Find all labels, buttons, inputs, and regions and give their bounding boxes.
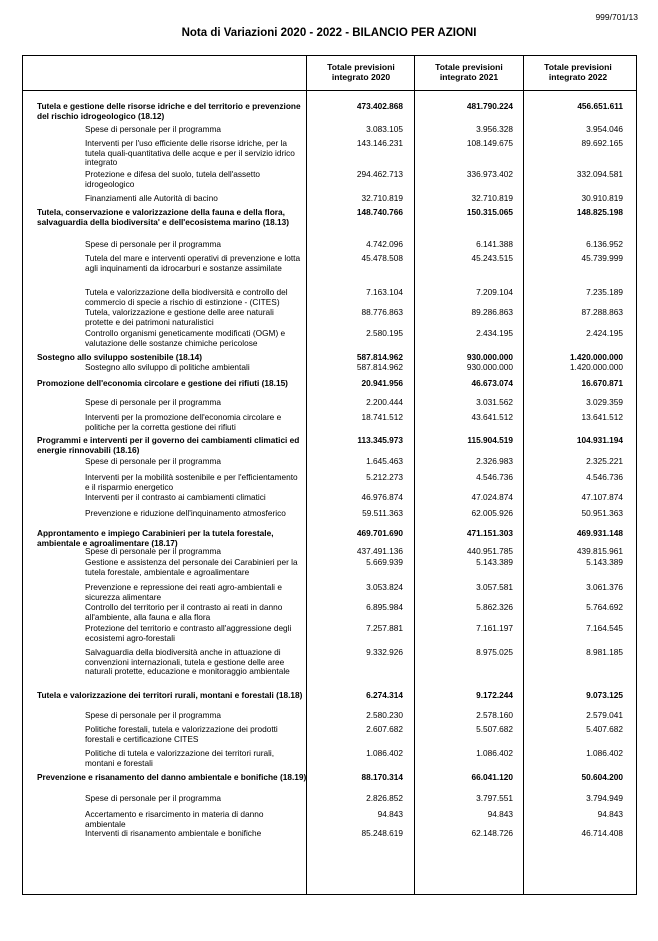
- value-2022: 3.061.376: [586, 582, 623, 592]
- value-2021: 5.143.389: [476, 557, 513, 567]
- value-2021: 930.000.000: [466, 352, 513, 362]
- value-2022: 47.107.874: [581, 492, 623, 502]
- program-label: Prevenzione e repressione dei reati agro-ambientali e sicurezza alimentare: [85, 582, 282, 602]
- value-2022: 3.794.949: [586, 793, 623, 803]
- value-2022: 148.825.198: [576, 207, 623, 217]
- mission-label: Promozione dell'economia circolare e gestione dei rifiuti (18.15): [37, 378, 288, 388]
- program-label: Protezione e difesa del suolo, tutela dell'assetto idrogeologico: [85, 169, 261, 189]
- mission-label: Tutela e valorizzazione dei territori rurali, montani e forestali (18.18): [37, 690, 303, 700]
- value-2020: 20.941.956: [361, 378, 403, 388]
- value-2020: 6.895.984: [366, 602, 403, 612]
- value-2022: 2.325.221: [586, 456, 623, 466]
- value-2022: 456.651.611: [577, 101, 623, 111]
- value-2020: 6.274.314: [366, 690, 403, 700]
- value-2020: 2.200.444: [366, 397, 403, 407]
- value-2021: 3.057.581: [476, 582, 513, 592]
- page-title: Nota di Variazioni 2020 - 2022 - BILANCIO PER AZIONI: [181, 27, 477, 39]
- value-2021: 4.546.736: [476, 472, 513, 482]
- mission-label: Prevenzione e risanamento del danno ambientale e bonifiche (18.19): [37, 772, 307, 782]
- value-2022: 50.951.363: [581, 508, 623, 518]
- value-2022: 46.714.408: [581, 828, 623, 838]
- value-2022: 4.546.736: [586, 472, 623, 482]
- program-label: Spese di personale per il programma: [85, 124, 222, 134]
- value-2021: 2.434.195: [476, 328, 513, 338]
- value-2020: 2.580.230: [366, 710, 403, 720]
- value-2022: 5.143.389: [586, 557, 623, 567]
- value-2022: 1.086.402: [586, 748, 623, 758]
- value-2022: 2.424.195: [586, 328, 623, 338]
- value-2022: 439.815.961: [576, 546, 623, 556]
- value-2022: 87.288.863: [581, 307, 623, 317]
- value-2020: 1.086.402: [366, 748, 403, 758]
- value-2021: 5.862.326: [476, 602, 513, 612]
- program-label: Tutela e valorizzazione della biodiversità e controllo del commercio di specie a rischio di estinzione - (CITES): [85, 287, 288, 307]
- program-label: Finanziamenti alle Autorità di bacino: [85, 193, 218, 203]
- value-2020: 1.645.463: [366, 456, 403, 466]
- program-label: Spese di personale per il programma: [85, 710, 222, 720]
- program-label: Spese di personale per il programma: [85, 397, 222, 407]
- value-2020: 2.580.195: [366, 328, 403, 338]
- value-2022: 8.981.185: [586, 647, 623, 657]
- value-2021: 6.141.388: [476, 239, 513, 249]
- value-2022: 7.235.189: [586, 287, 623, 297]
- value-2022: 94.843: [597, 809, 623, 819]
- program-label: Spese di personale per il programma: [85, 239, 222, 249]
- program-label: Controllo del territorio per il contrasto ai reati in danno all'ambiente, alla fauna e alla flora: [85, 602, 283, 622]
- value-2021: 440.951.785: [466, 546, 513, 556]
- program-label: Protezione del territorio e contrasto all'aggressione degli ecosistemi agro-forestali: [85, 623, 292, 643]
- value-2022: 9.073.125: [586, 690, 623, 700]
- program-label: Spese di personale per il programma: [85, 456, 222, 466]
- value-2020: 7.163.104: [366, 287, 403, 297]
- mission-label: Tutela e gestione delle risorse idriche e del territorio e prevenzione del rischio idrogeologico (18.12): [37, 101, 301, 121]
- value-2020: 113.345.973: [357, 435, 403, 445]
- value-2022: 104.931.194: [576, 435, 623, 445]
- value-2020: 469.701.690: [356, 528, 403, 538]
- value-2020: 2.607.682: [366, 724, 403, 734]
- program-label: Politiche forestali, tutela e valorizzazione dei prodotti forestali e certificazione CITES: [85, 724, 278, 744]
- program-label: Sostegno allo sviluppo di politiche ambientali: [85, 362, 250, 372]
- mission-label: Tutela, conservazione e valorizzazione della fauna e della flora, salvaguardia della biodiversita' e dell'ecosistema marino (18.13): [37, 207, 290, 227]
- value-2022: 6.136.952: [586, 239, 623, 249]
- value-2020: 3.053.824: [366, 582, 403, 592]
- column-header-2020: Totale previsioni integrato 2020: [327, 62, 395, 82]
- value-2021: 336.973.402: [466, 169, 513, 179]
- value-2022: 469.931.148: [576, 528, 623, 538]
- value-2020: 9.332.926: [366, 647, 403, 657]
- budget-table: [22, 55, 637, 895]
- value-2021: 108.149.675: [466, 138, 513, 148]
- value-2021: 94.843: [487, 809, 513, 819]
- program-label: Tutela del mare e interventi operativi di prevenzione e lotta agli inquinamenti da idrocarburi e sostanze assimilate: [85, 253, 301, 273]
- document-id: 999/701/13: [595, 12, 638, 22]
- value-2021: 3.797.551: [476, 793, 513, 803]
- value-2022: 7.164.545: [586, 623, 623, 633]
- value-2020: 46.976.874: [361, 492, 403, 502]
- program-label: Prevenzione e riduzione dell'inquinamento atmosferico: [85, 508, 286, 518]
- value-2021: 1.086.402: [476, 748, 513, 758]
- value-2020: 18.741.512: [361, 412, 403, 422]
- value-2022: 13.641.512: [581, 412, 623, 422]
- value-2020: 148.740.766: [356, 207, 403, 217]
- column-header-2021: Totale previsioni integrato 2021: [435, 62, 503, 82]
- value-2020: 2.826.852: [366, 793, 403, 803]
- value-2022: 45.739.999: [581, 253, 623, 263]
- value-2021: 471.151.303: [466, 528, 513, 538]
- program-label: Interventi per l'uso efficiente delle risorse idriche, per la tutela quali-quantitativa delle acque e per il servizio idrico integrato: [85, 138, 295, 168]
- value-2021: 115.904.519: [467, 435, 513, 445]
- value-2020: 5.212.273: [366, 472, 403, 482]
- program-label: Interventi per la mobilità sostenibile e per l'efficientamento e il risparmio energetico: [85, 472, 298, 492]
- program-label: Interventi per la promozione dell'economia circolare e politiche per la corretta gestione dei rifiuti: [85, 412, 282, 432]
- value-2020: 32.710.819: [361, 193, 403, 203]
- value-2022: 1.420.000.000: [569, 352, 623, 362]
- program-label: Politiche di tutela e valorizzazione dei territori rurali, montani e forestali: [85, 748, 275, 768]
- program-label: Gestione e assistenza del personale dei Carabinieri per la tutela forestale, ambientale e agroalimentare: [85, 557, 298, 577]
- mission-label: Sostegno allo sviluppo sostenibile (18.14): [37, 352, 203, 362]
- value-2021: 2.578.160: [476, 710, 513, 720]
- value-2020: 7.257.881: [366, 623, 403, 633]
- value-2022: 16.670.871: [581, 378, 623, 388]
- value-2022: 2.579.041: [586, 710, 623, 720]
- value-2020: 143.146.231: [356, 138, 403, 148]
- value-2021: 66.041.120: [471, 772, 513, 782]
- value-2021: 47.024.874: [471, 492, 513, 502]
- value-2022: 3.954.046: [586, 124, 623, 134]
- value-2022: 3.029.359: [586, 397, 623, 407]
- value-2020: 88.170.314: [361, 772, 403, 782]
- header-divider: [23, 90, 636, 91]
- value-2021: 8.975.025: [476, 647, 513, 657]
- value-2022: 332.094.581: [576, 169, 623, 179]
- column-header-2022: Totale previsioni integrato 2022: [544, 62, 612, 82]
- value-2022: 5.764.692: [586, 602, 623, 612]
- value-2020: 85.248.619: [361, 828, 403, 838]
- value-2021: 43.641.512: [471, 412, 513, 422]
- value-2021: 150.315.065: [466, 207, 513, 217]
- value-2021: 481.790.224: [466, 101, 513, 111]
- value-2020: 3.083.105: [366, 124, 403, 134]
- value-2020: 587.814.962: [356, 362, 403, 372]
- value-2021: 46.673.074: [471, 378, 513, 388]
- value-2020: 587.814.962: [356, 352, 403, 362]
- value-2022: 89.692.165: [581, 138, 623, 148]
- value-2021: 3.956.328: [476, 124, 513, 134]
- program-label: Spese di personale per il programma: [85, 793, 222, 803]
- value-2021: 89.286.863: [471, 307, 513, 317]
- value-2021: 5.507.682: [476, 724, 513, 734]
- value-2021: 9.172.244: [476, 690, 513, 700]
- value-2022: 30.910.819: [581, 193, 623, 203]
- mission-label: Approntamento e impiego Carabinieri per la tutela forestale, ambientale e agroalimentare (18.17): [37, 528, 274, 548]
- value-2020: 94.843: [377, 809, 403, 819]
- program-label: Controllo organismi geneticamente modificati (OGM) e valutazione delle sostanze chimiche pericolose: [85, 328, 286, 348]
- value-2021: 62.148.726: [471, 828, 513, 838]
- value-2021: 2.326.983: [476, 456, 513, 466]
- mission-label: Programmi e interventi per il governo dei cambiamenti climatici ed energie rinnovabili (18.16): [37, 435, 300, 455]
- program-label: Tutela, valorizzazione e gestione delle aree naturali protette e dei patrimoni naturalistici: [85, 307, 274, 327]
- program-label: Interventi di risanamento ambientale e bonifiche: [85, 828, 262, 838]
- value-2021: 7.161.197: [476, 623, 513, 633]
- value-2021: 3.031.562: [476, 397, 513, 407]
- value-2021: 45.243.515: [471, 253, 513, 263]
- value-2021: 7.209.104: [476, 287, 513, 297]
- program-label: Spese di personale per il programma: [85, 546, 222, 556]
- value-2020: 59.511.363: [362, 508, 403, 518]
- value-2020: 5.669.939: [366, 557, 403, 567]
- value-2020: 4.742.096: [366, 239, 403, 249]
- value-2020: 437.491.136: [356, 546, 403, 556]
- value-2020: 473.402.868: [356, 101, 403, 111]
- value-2022: 1.420.000.000: [569, 362, 623, 372]
- value-2021: 62.005.926: [471, 508, 513, 518]
- value-2022: 5.407.682: [586, 724, 623, 734]
- value-2020: 45.478.508: [361, 253, 403, 263]
- value-2020: 294.462.713: [356, 169, 403, 179]
- program-label: Salvaguardia della biodiversità anche in attuazione di convenzioni internazionali, tutela e gestione delle aree naturali protette, educazione e monitoraggio ambientale: [85, 647, 290, 677]
- value-2020: 88.776.863: [361, 307, 403, 317]
- value-2021: 32.710.819: [471, 193, 513, 203]
- value-2022: 50.604.200: [581, 772, 623, 782]
- program-label: Accertamento e risarcimento in materia di danno ambientale: [85, 809, 264, 829]
- program-label: Interventi per il contrasto ai cambiamenti climatici: [85, 492, 266, 502]
- value-2021: 930.000.000: [466, 362, 513, 372]
